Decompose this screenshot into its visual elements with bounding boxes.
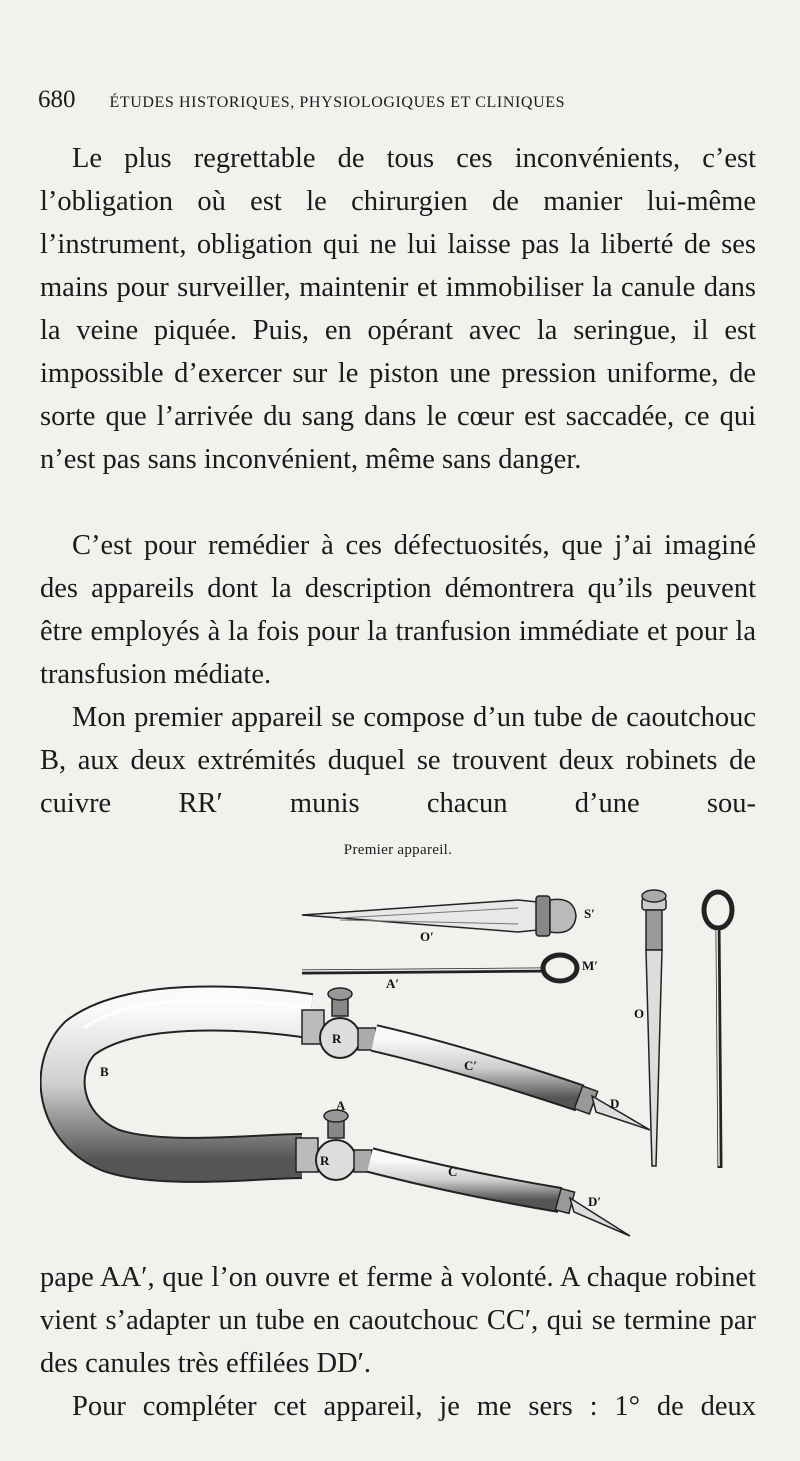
label-b: B — [100, 1064, 109, 1079]
mandrel-m-prime — [302, 955, 577, 981]
label-o: O — [634, 1006, 645, 1021]
label-c-prime: C′ — [464, 1058, 478, 1073]
paragraph-2: C’est pour remédier à ces défectuosités, que j’ai imaginé des appareils dont la description démontrera qu’ils peuvent être employés à la fois pour la tranfusion immédiate et pour la transfusion médiate. — [40, 530, 756, 690]
label-c: C — [448, 1164, 458, 1179]
canula-o-prime — [302, 896, 576, 936]
mandrel-vertical — [704, 892, 732, 1168]
label-s-prime: S′ — [584, 906, 595, 921]
canula-o — [642, 890, 666, 1166]
apparatus-illustration — [40, 838, 756, 1258]
label-m-prime: M′ — [582, 958, 598, 973]
tap-r-lower — [296, 1110, 372, 1180]
label-r-lower: R — [320, 1153, 330, 1168]
label-d-prime: D′ — [588, 1194, 602, 1209]
label-a-prime: A′ — [386, 976, 400, 991]
paragraph-5: Pour compléter cet appareil, je me sers : 1° de deux — [72, 1391, 756, 1422]
tube-c-prime — [374, 1038, 650, 1130]
paragraph-1: Le plus regrettable de tous ces inconvénients, c’est l’obligation où est le chirurgien de manier lui-même l’instrument, obligation qui ne lui laisse pas la liberté de ses mains pour surveiller, maintenir et immobiliser la canule dans la veine piquée. Puis, en opérant avec la seringue, il est impossible d’exercer sur le piston une pression uniforme, de sorte que l’arrivée du sang dans le cœur est saccadée, ce qui n’est pas sans inconvénient, même sans danger. — [40, 143, 756, 475]
label-d: D — [610, 1096, 620, 1111]
paragraph-4: pape AA′, que l’on ouvre et ferme à volonté. A chaque robinet vient s’adapter un tube en caoutchouc CC′, qui se termine par des canules très effilées DD′. — [40, 1262, 756, 1379]
figure-caption: Premier appareil. — [343, 842, 453, 858]
tap-r-upper — [302, 988, 376, 1058]
page-number: 680 — [38, 86, 76, 113]
tube-b — [63, 1000, 310, 1160]
label-a: A — [336, 1098, 346, 1113]
page-header — [38, 86, 758, 122]
paragraph-3: Mon premier appareil se compose d’un tube de caoutchouc B, aux deux extrémités duquel se trouvent deux robinets de cuivre RR′ munis chacun d’une sou- — [40, 702, 756, 819]
running-head: ÉTUDES HISTORIQUES, PHYSIOLOGIQUES ET CLINIQUES — [109, 94, 566, 111]
figure-premier-appareil — [40, 838, 756, 1258]
label-o-prime: O′ — [420, 929, 434, 944]
label-r-upper: R — [332, 1031, 342, 1046]
